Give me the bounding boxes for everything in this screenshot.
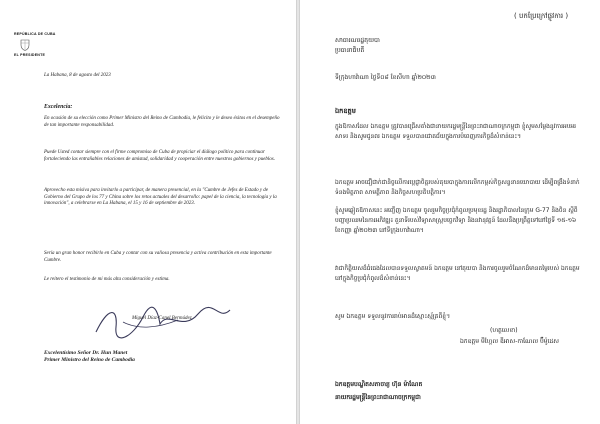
letterhead-republic: REPÚBLICA DE CUBA (14, 32, 56, 36)
letterhead-president-km: ប្រធានាធិបតី (335, 47, 365, 54)
addressee-title: Primer Ministro del Reino de Cambodia (44, 357, 135, 363)
paragraph-km: ខ្ញុំសូមឆ្លៀតឱកាសនេះ អញ្ជើញ ឯកឧត្ដម ចូលរួមកិច្ចប្រជុំកំពូលប្រមុខរដ្ឋ និងរដ្ឋាភិបាលនៃក្រុម G-77 និងចិន ស្ដីពីបញ្ហាប្រឈមនៃការអភិវឌ្ឍ៖ តួនាទីរបស់វិទ្យាសាស្ត្របច្ចេកវិទ្យា និងនវានុវត្តន៍ ដែលនឹងប្រព្រឹត្តទៅនៅថ្ងៃទី ១៥-១៦ ខែកញ្ញា ឆ្នាំ២០២៣ នៅទីក្រុងហាវ៉ាណា។ (335, 208, 578, 234)
paragraph: En ocasión de su elección como Primer Ministro del Reino de Cambodia, le felicito y le deseo éxitos en el desempeño de tan importante responsabilidad. (44, 116, 280, 128)
paragraph: Sería un gran honor recibirlo en Cuba y contar con su valiosa presencia y activa contribución en esta importante Cumbre. (44, 251, 272, 263)
cuba-crest-icon (20, 39, 30, 51)
signature-label-km: (ហត្ថលេខា) (490, 327, 518, 334)
paragraph: Aprovecho esta misiva para invitarlo a participar, de manera presencial, en la "Cumbre de Jefes de Estado y de Gobierno del Grupo de los 77 y China sobre los retos actuales del desarrollo: papel de la ciencia, la tecnología y la innovación", a celebrarse en La Habana, el 15 y 16 de septiembre de 2023. (44, 188, 277, 207)
handwritten-signature (88, 302, 238, 342)
letterhead-republic-km: សាធារណរដ្ឋគុយបា (335, 37, 380, 44)
paragraph-km: ក្នុងឱកាសដែល ឯកឧត្ដម ត្រូវបានជ្រើសតាំងជានាយករដ្ឋមន្ដ្រីនៃព្រះរាជាណាចក្រកម្ពុជា ខ្ញុំសូមសម្ដែងនូវការអបអរសាទរ និងសូមជូនពរ ឯកឧត្ដម ទទួលបានជោគជ័យក្នុងការបំពេញភារកិច្ចដ៏សំខាន់នេះ។ (335, 124, 577, 140)
addressee-name-km: ឯកឧត្ដមបណ្ឌិតសភាចារ្យ ហ៊ុន ម៉ាណែត (335, 381, 423, 388)
addressee-name: Excelentísimo Señor Dr. Hun Manet (44, 350, 128, 356)
addressee-title-km: នាយករដ្ឋមន្ដ្រីនៃព្រះរាជាណាចក្រកម្ពុជា (335, 394, 421, 401)
unofficial-translation-label: ( បកប្រែក្រៅផ្លូវការ ) (514, 12, 569, 20)
letter-date-km: ទីក្រុងហាវ៉ាណា ថ្ងៃទី០៨ ខែសីហា ឆ្នាំ២០២៣ (335, 74, 436, 81)
closing-km: សូម ឯកឧត្ដម ទទួលនូវការរាប់អានដ៏ស្មោះស្ម័គ្រពីខ្ញុំ។ (335, 313, 451, 320)
paragraph: Puede Usted contar siempre con el firme compromiso de Cuba de propiciar el diálogo político para continuar fortaleciendo las entrañables relaciones de amistad, solidaridad y cooperación entre nuestros gobiernos y pueblos. (44, 150, 275, 162)
paragraph: Le reitero el testimonio de mi más alta consideración y estima. (44, 277, 170, 282)
letter-date: La Habana, 8 de agosto del 2023 (44, 73, 111, 78)
salutation-km: ឯកឧត្ដម (335, 107, 356, 115)
salutation: Excelencia: (44, 104, 73, 110)
signer-name: Miguel Díaz-Canel Bermúdez (132, 316, 192, 321)
letterhead-president: EL PRESIDENTE (14, 53, 46, 57)
signer-name-km: ឯកឧត្ដម មីហ្គែល ឌីអាស-កាណែល ប៊ឺម៉ូដេស (460, 338, 559, 345)
paragraph-km: ឯកឧត្ដម អាចជឿជាក់ជានិច្ចលើការប្ដេជ្ញាចិត្តរបស់គុយបាក្នុងការលើកកម្ពស់កិច្ចសន្ទនានយោបាយ ដើម្បីពង្រឹងទំនាក់ទំនងមិត្តភាព សាមគ្គីភាព និងកិច្ចសហប្រតិបត្តិការ។ (335, 180, 580, 196)
paragraph-km: វាជាកិត្តិយសដ៏ធំធេងដែលបានទទួលស្វាគមន៍ ឯកឧត្ដម នៅគុយបា និងការចូលរួមចំណែកដ៏មានតម្លៃរបស់ ឯកឧត្ដម នៅក្នុងកិច្ចប្រជុំកំពូលដ៏សំខាន់នេះ។ (335, 266, 580, 282)
